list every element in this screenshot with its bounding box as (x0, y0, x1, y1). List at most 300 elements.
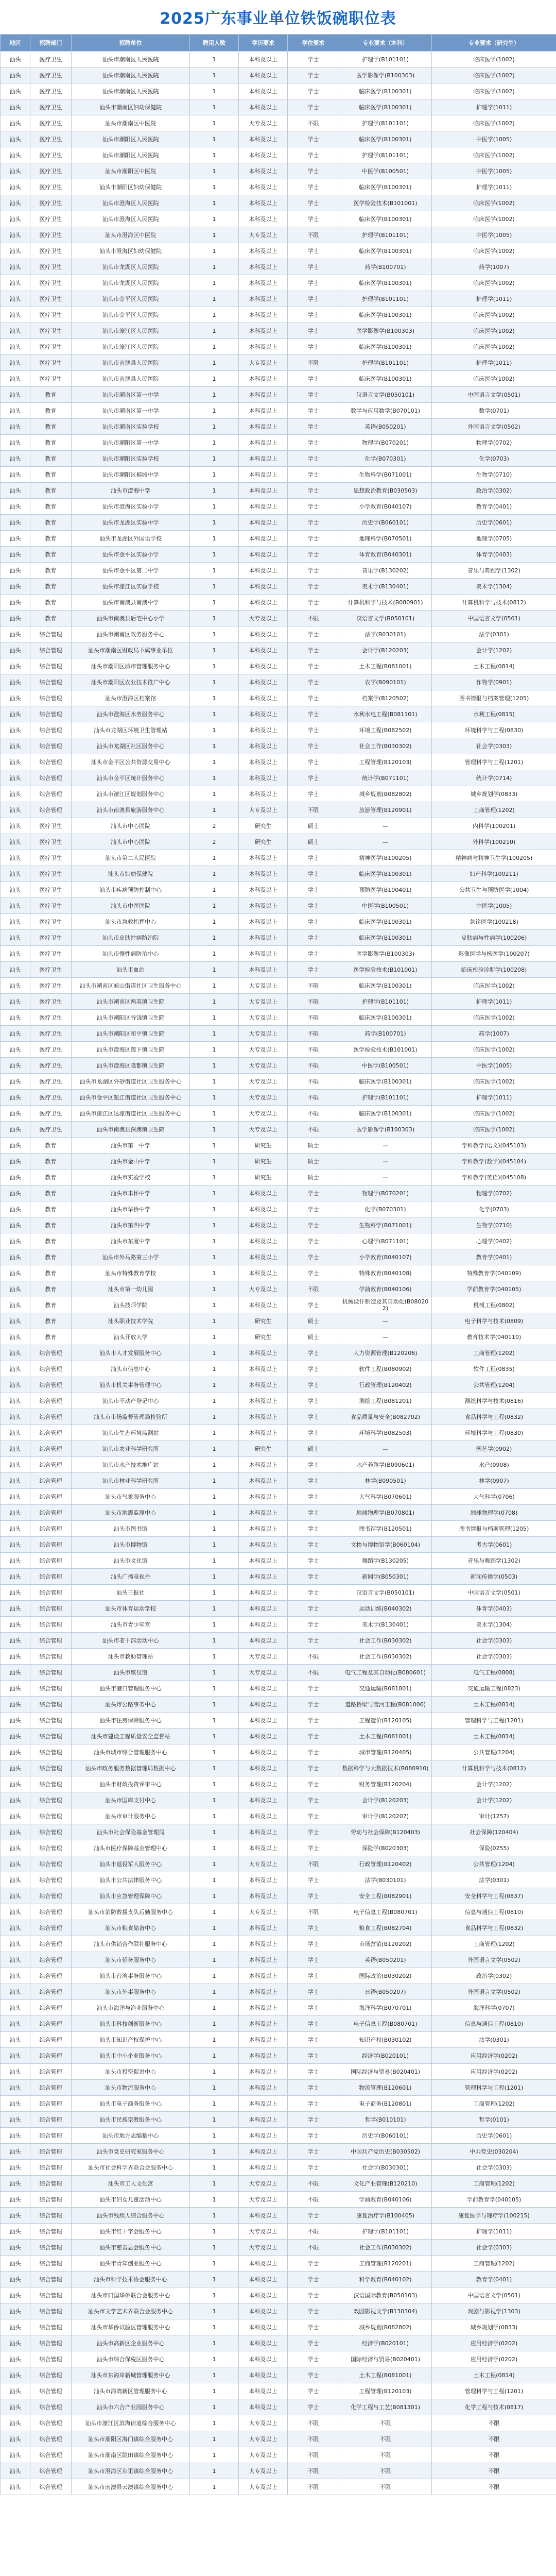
table-row (1, 2383, 556, 2399)
table-row (1, 2048, 556, 2064)
cell-department: 综合管理 (30, 2447, 72, 2463)
cell-headcount: 1 (190, 1904, 239, 1920)
cell-degree: 学士 (288, 467, 339, 483)
cell-major-graduate: 不限 (432, 2479, 556, 2495)
cell-education: 研究生 (239, 1138, 288, 1154)
cell-major-bachelor: 科学教育(B040102) (339, 2272, 432, 2287)
table-row (1, 2272, 556, 2287)
cell-region: 汕头 (1, 1026, 30, 1042)
cell-unit: 汕头市红十字会服务中心 (72, 2224, 190, 2240)
cell-headcount: 1 (190, 882, 239, 898)
cell-region: 汕头 (1, 403, 30, 419)
cell-education: 研究生 (239, 818, 288, 834)
cell-department: 综合管理 (30, 2335, 72, 2351)
cell-education: 本科及以上 (239, 403, 288, 419)
cell-unit: 汕头市龙湖区人民医院 (72, 275, 190, 291)
cell-department: 综合管理 (30, 1649, 72, 1665)
table-row (1, 2351, 556, 2367)
cell-education: 本科及以上 (239, 1936, 288, 1952)
cell-education: 大专及以上 (239, 355, 288, 371)
cell-major-bachelor: 汉语言文学(B050101) (339, 1585, 432, 1601)
cell-major-bachelor: 心理学(B071101) (339, 1233, 432, 1249)
cell-unit: 汕头市政务服务数据管理局数据中心 (72, 1760, 190, 1776)
table-row (1, 259, 556, 275)
cell-department: 综合管理 (30, 1377, 72, 1393)
cell-major-bachelor: 市场营销(B120202) (339, 1936, 432, 1952)
table-row (1, 866, 556, 882)
cell-major-bachelor: 中国共产党历史(B030502) (339, 2144, 432, 2160)
cell-major-bachelor: 舞蹈学(B130205) (339, 1553, 432, 1569)
cell-department: 综合管理 (30, 1633, 72, 1649)
cell-major-graduate: 安全科学与工程(0837) (432, 1888, 556, 1904)
cell-headcount: 1 (190, 1888, 239, 1904)
cell-degree: 学士 (288, 658, 339, 674)
cell-degree: 学士 (288, 1872, 339, 1888)
cell-major-bachelor: 物流管理(B120601) (339, 2080, 432, 2096)
cell-major-graduate: 护理学(1011) (432, 291, 556, 307)
cell-unit: 汕头市残疾人综合服务中心 (72, 2208, 190, 2224)
cell-unit: 汕头市公路事务中心 (72, 1697, 190, 1713)
cell-major-graduate: 应用经济学(0202) (432, 2335, 556, 2351)
cell-major-graduate: 交通运输工程(0823) (432, 1681, 556, 1697)
cell-major-graduate: 教育学(0401) (432, 1249, 556, 1265)
cell-education: 大专及以上 (239, 1122, 288, 1138)
cell-headcount: 1 (190, 994, 239, 1010)
cell-department: 综合管理 (30, 1425, 72, 1441)
cell-major-graduate: 社会学(0303) (432, 1633, 556, 1649)
cell-education: 本科及以上 (239, 163, 288, 179)
cell-major-graduate: 城乡规划学(0833) (432, 2319, 556, 2335)
cell-education: 大专及以上 (239, 2415, 288, 2431)
cell-unit: 汕头市城市综合管理服务中心 (72, 1744, 190, 1760)
cell-headcount: 1 (190, 211, 239, 227)
cell-region: 汕头 (1, 1185, 30, 1201)
cell-degree: 学士 (288, 642, 339, 658)
cell-region: 汕头 (1, 1856, 30, 1872)
cell-degree: 不限 (288, 1058, 339, 1074)
cell-degree: 学士 (288, 1265, 339, 1281)
cell-education: 本科及以上 (239, 1872, 288, 1888)
cell-education: 本科及以上 (239, 914, 288, 930)
cell-headcount: 1 (190, 1233, 239, 1249)
cell-major-graduate: 物理学(0702) (432, 1185, 556, 1201)
cell-education: 本科及以上 (239, 2032, 288, 2048)
table-row (1, 435, 556, 451)
cell-degree: 学士 (288, 1201, 339, 1217)
cell-headcount: 1 (190, 2415, 239, 2431)
table-row (1, 642, 556, 658)
table-row (1, 946, 556, 962)
cell-education: 研究生 (239, 1441, 288, 1457)
cell-department: 综合管理 (30, 2272, 72, 2287)
cell-department: 教育 (30, 515, 72, 531)
cell-unit: 汕头市市场监督管理局检验所 (72, 1409, 190, 1425)
cell-unit: 汕头市高新区企业服务中心 (72, 2335, 190, 2351)
table-row (1, 403, 556, 419)
cell-major-graduate: 临床医学(1002) (432, 1010, 556, 1026)
cell-degree: 不限 (288, 1026, 339, 1042)
table-row (1, 1585, 556, 1601)
cell-education: 大专及以上 (239, 115, 288, 131)
cell-headcount: 1 (190, 1058, 239, 1074)
cell-headcount: 1 (190, 355, 239, 371)
cell-unit: 汕头市民族宗教服务中心 (72, 2112, 190, 2128)
cell-department: 综合管理 (30, 626, 72, 642)
cell-degree: 学士 (288, 419, 339, 435)
cell-major-graduate: 管理科学与工程(1201) (432, 754, 556, 770)
cell-major-graduate: 水产(0908) (432, 1457, 556, 1473)
table-row (1, 1952, 556, 1968)
cell-degree: 学士 (288, 2144, 339, 2160)
cell-major-graduate: 工商管理(1202) (432, 802, 556, 818)
cell-degree: 学士 (288, 1489, 339, 1505)
cell-region: 汕头 (1, 2287, 30, 2303)
cell-department: 综合管理 (30, 2256, 72, 2272)
cell-unit: 汕头市龙湖区社区服务中心 (72, 738, 190, 754)
cell-department: 综合管理 (30, 2096, 72, 2112)
cell-unit: 汕头市潮南区陇田镇综合服务中心 (72, 2447, 190, 2463)
cell-region: 汕头 (1, 2112, 30, 2128)
cell-major-graduate: 急诊医学(100218) (432, 914, 556, 930)
cell-department: 医疗卫生 (30, 1122, 72, 1138)
table-row (1, 1473, 556, 1489)
cell-region: 汕头 (1, 307, 30, 323)
cell-major-graduate: 工商管理(1202) (432, 1936, 556, 1952)
cell-region: 汕头 (1, 1505, 30, 1521)
cell-unit: 汕头市南澳县云澳镇综合服务中心 (72, 2479, 190, 2495)
cell-unit: 汕头市潮南区实验学校 (72, 419, 190, 435)
table-row (1, 531, 556, 547)
cell-unit: 汕头市综合保税区服务中心 (72, 2351, 190, 2367)
cell-education: 大专及以上 (239, 1649, 288, 1665)
cell-degree: 学士 (288, 898, 339, 914)
cell-degree: 学士 (288, 579, 339, 595)
cell-major-bachelor: 临床医学(B100301) (339, 339, 432, 355)
cell-department: 综合管理 (30, 1808, 72, 1824)
cell-major-graduate: 会计学(1202) (432, 1776, 556, 1792)
table-row (1, 2415, 556, 2431)
table-row (1, 2000, 556, 2016)
cell-education: 本科及以上 (239, 1968, 288, 1984)
cell-region: 汕头 (1, 1233, 30, 1249)
cell-unit: 汕头开放大学 (72, 1329, 190, 1345)
cell-major-bachelor: 文物与博物馆学(B060104) (339, 1537, 432, 1553)
cell-major-graduate: 工商管理(1202) (432, 1345, 556, 1361)
cell-major-graduate: 中国语言文学(0501) (432, 611, 556, 626)
cell-major-bachelor: 临床医学(B100301) (339, 99, 432, 115)
cell-major-bachelor: — (339, 1329, 432, 1345)
cell-education: 本科及以上 (239, 1792, 288, 1808)
table-row (1, 738, 556, 754)
cell-major-graduate: 法学(0301) (432, 2032, 556, 2048)
cell-degree: 学士 (288, 99, 339, 115)
cell-headcount: 1 (190, 2367, 239, 2383)
cell-major-bachelor: 不限 (339, 2447, 432, 2463)
table-row (1, 1713, 556, 1728)
cell-major-graduate: 临床医学(1002) (432, 339, 556, 355)
cell-education: 大专及以上 (239, 1010, 288, 1026)
cell-major-graduate: 信息与通信工程(0810) (432, 1904, 556, 1920)
cell-unit: 汕头市南澳县后宅中心小学 (72, 611, 190, 626)
table-row (1, 355, 556, 371)
cell-degree: 学士 (288, 930, 339, 946)
cell-major-bachelor: 社会工作(B030302) (339, 738, 432, 754)
table-row (1, 770, 556, 786)
cell-major-bachelor: 学前教育(B040106) (339, 2192, 432, 2208)
table-row (1, 1154, 556, 1170)
cell-region: 汕头 (1, 834, 30, 850)
cell-region: 汕头 (1, 2383, 30, 2399)
cell-major-bachelor: 不限 (339, 2415, 432, 2431)
cell-headcount: 1 (190, 419, 239, 435)
cell-major-bachelor: 行政管理(B120402) (339, 1377, 432, 1393)
cell-region: 汕头 (1, 355, 30, 371)
cell-major-bachelor: 特殊教育(B040108) (339, 1265, 432, 1281)
cell-degree: 不限 (288, 994, 339, 1010)
cell-major-bachelor: 会计学(B120203) (339, 642, 432, 658)
cell-headcount: 1 (190, 1090, 239, 1106)
cell-unit: 汕头市知识产权保护中心 (72, 2032, 190, 2048)
cell-department: 医疗卫生 (30, 67, 72, 83)
cell-major-bachelor: 英语(B050201) (339, 1952, 432, 1968)
cell-headcount: 1 (190, 1345, 239, 1361)
cell-major-bachelor: 数据科学与大数据技术(B080910) (339, 1760, 432, 1776)
col-header-degree: 学位要求 (288, 35, 339, 52)
cell-department: 综合管理 (30, 2240, 72, 2256)
cell-degree: 学士 (288, 2399, 339, 2415)
cell-education: 本科及以上 (239, 483, 288, 499)
table-row (1, 1170, 556, 1185)
cell-headcount: 1 (190, 1505, 239, 1521)
cell-major-graduate: 临床医学(1002) (432, 52, 556, 67)
cell-degree: 学士 (288, 1505, 339, 1521)
cell-department: 教育 (30, 1185, 72, 1201)
cell-major-graduate: 管理科学与工程(1201) (432, 2383, 556, 2399)
cell-unit: 汕头市南澳县人民医院 (72, 371, 190, 387)
table-row (1, 786, 556, 802)
cell-unit: 汕头市救助管理站 (72, 1649, 190, 1665)
cell-department: 医疗卫生 (30, 163, 72, 179)
cell-education: 大专及以上 (239, 1281, 288, 1297)
cell-major-graduate: 学科教学(数学)(045104) (432, 1154, 556, 1170)
cell-unit: 汕头市澄海区妇幼保健院 (72, 243, 190, 259)
cell-major-bachelor: 医学影像学(B100303) (339, 67, 432, 83)
cell-region: 汕头 (1, 1649, 30, 1665)
cell-department: 综合管理 (30, 2160, 72, 2176)
cell-region: 汕头 (1, 754, 30, 770)
cell-department: 教育 (30, 1329, 72, 1345)
table-row (1, 371, 556, 387)
cell-unit: 汕头市潮南区峡山街道社区卫生服务中心 (72, 978, 190, 994)
cell-region: 汕头 (1, 2224, 30, 2240)
cell-department: 教育 (30, 611, 72, 626)
cell-major-graduate: 新闻传播学(0503) (432, 1569, 556, 1585)
cell-headcount: 1 (190, 1329, 239, 1345)
cell-major-graduate: 美术学(1304) (432, 579, 556, 595)
cell-degree: 学士 (288, 2016, 339, 2032)
cell-headcount: 1 (190, 1457, 239, 1473)
cell-department: 医疗卫生 (30, 946, 72, 962)
cell-degree: 学士 (288, 1233, 339, 1249)
cell-major-graduate: 临床医学(1002) (432, 307, 556, 323)
cell-education: 本科及以上 (239, 2367, 288, 2383)
cell-education: 本科及以上 (239, 1824, 288, 1840)
cell-headcount: 1 (190, 786, 239, 802)
cell-degree: 学士 (288, 2303, 339, 2319)
cell-headcount: 1 (190, 738, 239, 754)
cell-region: 汕头 (1, 131, 30, 147)
cell-region: 汕头 (1, 1377, 30, 1393)
cell-major-graduate: 计算机科学与技术(0812) (432, 595, 556, 611)
cell-department: 医疗卫生 (30, 211, 72, 227)
cell-region: 汕头 (1, 419, 30, 435)
cell-education: 大专及以上 (239, 978, 288, 994)
cell-headcount: 1 (190, 1201, 239, 1217)
table-row (1, 211, 556, 227)
cell-headcount: 1 (190, 914, 239, 930)
cell-headcount: 1 (190, 1760, 239, 1776)
cell-region: 汕头 (1, 163, 30, 179)
cell-degree: 学士 (288, 563, 339, 579)
cell-region: 汕头 (1, 2335, 30, 2351)
cell-major-bachelor: 临床医学(B100301) (339, 179, 432, 195)
cell-degree: 硕士 (288, 1170, 339, 1185)
table-row (1, 307, 556, 323)
table-row (1, 994, 556, 1010)
cell-major-bachelor: 英语(B050201) (339, 419, 432, 435)
cell-unit: 汕头市澄海区水务服务中心 (72, 706, 190, 722)
cell-major-bachelor: 旅游管理(B120901) (339, 802, 432, 818)
cell-education: 本科及以上 (239, 179, 288, 195)
cell-major-bachelor: 小学教育(B040107) (339, 1249, 432, 1265)
cell-major-bachelor: 电子信息工程(B080701) (339, 1904, 432, 1920)
cell-region: 汕头 (1, 1329, 30, 1345)
cell-degree: 硕士 (288, 818, 339, 834)
cell-department: 医疗卫生 (30, 914, 72, 930)
cell-unit: 汕头市濠江区达濠街道社区卫生服务中心 (72, 1106, 190, 1122)
cell-degree: 学士 (288, 2048, 339, 2064)
cell-degree: 硕士 (288, 1329, 339, 1345)
cell-major-graduate: 戏剧与影视学(1303) (432, 2303, 556, 2319)
table-row (1, 2367, 556, 2383)
cell-department: 教育 (30, 403, 72, 419)
table-row (1, 52, 556, 67)
table-row (1, 1010, 556, 1026)
cell-headcount: 1 (190, 2351, 239, 2367)
cell-region: 汕头 (1, 579, 30, 595)
cell-unit: 汕头市第一幼儿园 (72, 1281, 190, 1297)
cell-degree: 学士 (288, 2367, 339, 2383)
cell-region: 汕头 (1, 1217, 30, 1233)
table-row (1, 115, 556, 131)
cell-headcount: 1 (190, 275, 239, 291)
cell-headcount: 1 (190, 611, 239, 626)
cell-major-graduate: 公共管理(1204) (432, 1744, 556, 1760)
cell-degree: 不限 (288, 978, 339, 994)
cell-headcount: 1 (190, 1840, 239, 1856)
cell-unit: 汕头市慢性病防治中心 (72, 946, 190, 962)
cell-department: 医疗卫生 (30, 259, 72, 275)
cell-degree: 学士 (288, 1744, 339, 1760)
cell-education: 本科及以上 (239, 195, 288, 211)
cell-region: 汕头 (1, 2319, 30, 2335)
table-row (1, 1138, 556, 1154)
cell-degree: 学士 (288, 179, 339, 195)
cell-unit: 汕头市中心医院 (72, 818, 190, 834)
cell-department: 综合管理 (30, 2000, 72, 2016)
cell-education: 大专及以上 (239, 2463, 288, 2479)
cell-major-bachelor: 劳动与社会保障(B120403) (339, 1824, 432, 1840)
cell-major-graduate: 护理学(1011) (432, 99, 556, 115)
cell-region: 汕头 (1, 1713, 30, 1728)
cell-education: 本科及以上 (239, 243, 288, 259)
cell-headcount: 1 (190, 595, 239, 611)
cell-degree: 不限 (288, 2415, 339, 2431)
cell-region: 汕头 (1, 1936, 30, 1952)
cell-major-bachelor: 护理学(B101101) (339, 1090, 432, 1106)
cell-department: 医疗卫生 (30, 371, 72, 387)
cell-region: 汕头 (1, 978, 30, 994)
cell-degree: 学士 (288, 1537, 339, 1553)
cell-unit: 汕头市慈善总会服务中心 (72, 2240, 190, 2256)
cell-major-bachelor: 中医学(B100501) (339, 898, 432, 914)
cell-major-graduate: 心理学(0402) (432, 1233, 556, 1249)
cell-department: 综合管理 (30, 786, 72, 802)
cell-major-graduate: 政治学(0302) (432, 483, 556, 499)
cell-department: 综合管理 (30, 770, 72, 786)
cell-region: 汕头 (1, 1441, 30, 1457)
table-row (1, 1425, 556, 1441)
table-row (1, 595, 556, 611)
cell-department: 教育 (30, 547, 72, 563)
cell-region: 汕头 (1, 52, 30, 67)
table-row (1, 483, 556, 499)
cell-degree: 不限 (288, 1042, 339, 1058)
table-row (1, 1936, 556, 1952)
table-row (1, 1457, 556, 1473)
cell-region: 汕头 (1, 626, 30, 642)
cell-headcount: 1 (190, 1537, 239, 1553)
cell-major-graduate: 信息与通信工程(0810) (432, 2016, 556, 2032)
cell-unit: 汕头市潮阳区人民医院 (72, 147, 190, 163)
table-row (1, 2032, 556, 2048)
cell-major-bachelor: 法学(B030101) (339, 1872, 432, 1888)
cell-department: 教育 (30, 563, 72, 579)
cell-region: 汕头 (1, 1888, 30, 1904)
cell-unit: 汕头市东厦中学 (72, 1233, 190, 1249)
cell-unit: 汕头市南澳县深澳镇卫生院 (72, 1122, 190, 1138)
table-row (1, 1074, 556, 1090)
cell-unit: 汕头市龙湖区外砂街道社区卫生服务中心 (72, 1074, 190, 1090)
cell-headcount: 1 (190, 2431, 239, 2447)
cell-department: 综合管理 (30, 722, 72, 738)
table-row (1, 1601, 556, 1617)
cell-unit: 汕头市人才发展服务中心 (72, 1345, 190, 1361)
table-row (1, 882, 556, 898)
cell-major-bachelor: 学前教育(B040106) (339, 1281, 432, 1297)
cell-education: 大专及以上 (239, 1904, 288, 1920)
cell-department: 综合管理 (30, 1984, 72, 2000)
cell-major-bachelor: 经济学(B020101) (339, 2335, 432, 2351)
cell-degree: 不限 (288, 1074, 339, 1090)
table-row (1, 626, 556, 642)
cell-degree: 学士 (288, 403, 339, 419)
cell-department: 医疗卫生 (30, 115, 72, 131)
cell-major-bachelor: 临床医学(B100301) (339, 930, 432, 946)
cell-education: 本科及以上 (239, 2256, 288, 2272)
cell-region: 汕头 (1, 642, 30, 658)
cell-headcount: 1 (190, 1393, 239, 1409)
